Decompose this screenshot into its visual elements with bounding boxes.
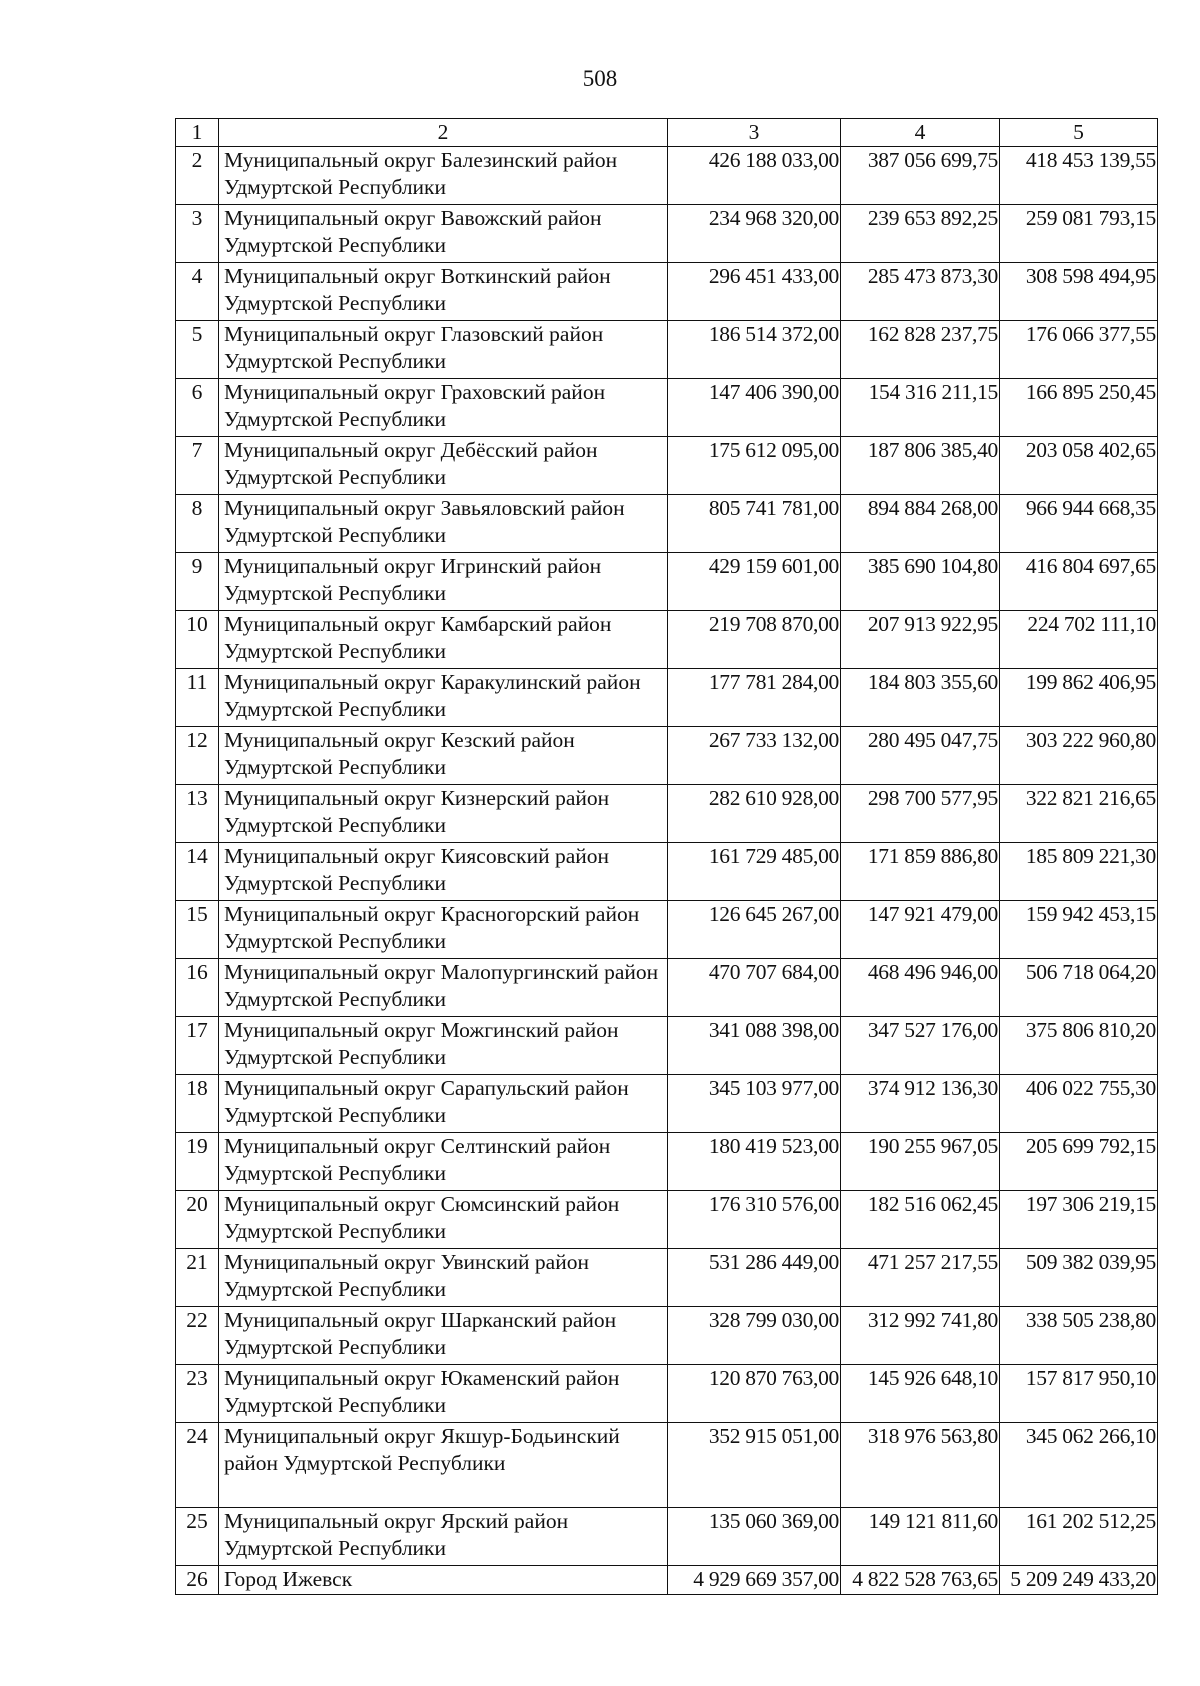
value-col-3: 352 915 051,00 <box>668 1423 841 1508</box>
value-col-4: 154 316 211,15 <box>841 379 1000 437</box>
row-number: 25 <box>176 1508 219 1566</box>
value-col-3: 234 968 320,00 <box>668 205 841 263</box>
municipality-name: Муниципальный округ Камбарский район Удмуртской Республики <box>219 611 668 669</box>
row-number: 11 <box>176 669 219 727</box>
value-col-3: 429 159 601,00 <box>668 553 841 611</box>
budget-table <box>175 118 1158 1595</box>
value-col-5: 345 062 266,10 <box>1000 1423 1158 1508</box>
municipality-name: Муниципальный округ Можгинский район Удмуртской Республики <box>219 1017 668 1075</box>
value-col-4: 385 690 104,80 <box>841 553 1000 611</box>
row-number: 15 <box>176 901 219 959</box>
row-number: 26 <box>176 1566 219 1595</box>
value-col-4: 387 056 699,75 <box>841 147 1000 205</box>
value-col-3: 328 799 030,00 <box>668 1307 841 1365</box>
row-number: 2 <box>176 147 219 205</box>
municipality-name: Муниципальный округ Дебёсский район Удмуртской Республики <box>219 437 668 495</box>
value-col-4: 207 913 922,95 <box>841 611 1000 669</box>
value-col-4: 190 255 967,05 <box>841 1133 1000 1191</box>
value-col-4: 298 700 577,95 <box>841 785 1000 843</box>
table-row <box>176 901 1158 959</box>
table-row <box>176 437 1158 495</box>
row-number: 5 <box>176 321 219 379</box>
municipality-name: Муниципальный округ Вавожский район Удмуртской Республики <box>219 205 668 263</box>
table-header <box>176 119 1158 147</box>
municipality-name: Муниципальный округ Каракулинский район Удмуртской Республики <box>219 669 668 727</box>
value-col-5: 166 895 250,45 <box>1000 379 1158 437</box>
municipality-name: Муниципальный округ Кезский район Удмуртской Республики <box>219 727 668 785</box>
row-number: 8 <box>176 495 219 553</box>
row-number: 17 <box>176 1017 219 1075</box>
value-col-3: 296 451 433,00 <box>668 263 841 321</box>
row-number: 3 <box>176 205 219 263</box>
header-row <box>176 119 1158 147</box>
row-number: 13 <box>176 785 219 843</box>
value-col-5: 203 058 402,65 <box>1000 437 1158 495</box>
value-col-3: 126 645 267,00 <box>668 901 841 959</box>
value-col-5: 506 718 064,20 <box>1000 959 1158 1017</box>
row-number: 14 <box>176 843 219 901</box>
table-row <box>176 785 1158 843</box>
value-col-4: 184 803 355,60 <box>841 669 1000 727</box>
municipality-name: Муниципальный округ Сюмсинский район Удмуртской Республики <box>219 1191 668 1249</box>
value-col-5: 224 702 111,10 <box>1000 611 1158 669</box>
value-col-5: 966 944 668,35 <box>1000 495 1158 553</box>
municipality-name: Муниципальный округ Глазовский район Удмуртской Республики <box>219 321 668 379</box>
table-row <box>176 669 1158 727</box>
municipality-name: Муниципальный округ Красногорский район Удмуртской Республики <box>219 901 668 959</box>
municipality-name: Муниципальный округ Сарапульский район Удмуртской Республики <box>219 1075 668 1133</box>
row-number: 22 <box>176 1307 219 1365</box>
value-col-4: 318 976 563,80 <box>841 1423 1000 1508</box>
value-col-3: 805 741 781,00 <box>668 495 841 553</box>
municipality-name: Муниципальный округ Селтинский район Удмуртской Республики <box>219 1133 668 1191</box>
municipality-name: Муниципальный округ Якшур-Бодьинский район Удмуртской Республики <box>219 1423 668 1508</box>
table-row <box>176 1508 1158 1566</box>
municipality-name: Муниципальный округ Шарканский район Удмуртской Республики <box>219 1307 668 1365</box>
value-col-4: 468 496 946,00 <box>841 959 1000 1017</box>
value-col-3: 177 781 284,00 <box>668 669 841 727</box>
value-col-5: 159 942 453,15 <box>1000 901 1158 959</box>
value-col-3: 219 708 870,00 <box>668 611 841 669</box>
value-col-3: 186 514 372,00 <box>668 321 841 379</box>
value-col-3: 531 286 449,00 <box>668 1249 841 1307</box>
municipality-name: Муниципальный округ Балезинский район Удмуртской Республики <box>219 147 668 205</box>
value-col-5: 418 453 139,55 <box>1000 147 1158 205</box>
municipality-name: Муниципальный округ Игринский район Удмуртской Республики <box>219 553 668 611</box>
header-col-4: 4 <box>841 119 1000 147</box>
value-col-4: 182 516 062,45 <box>841 1191 1000 1249</box>
value-col-4: 171 859 886,80 <box>841 843 1000 901</box>
row-number: 24 <box>176 1423 219 1508</box>
value-col-4: 149 121 811,60 <box>841 1508 1000 1566</box>
value-col-4: 239 653 892,25 <box>841 205 1000 263</box>
table-row <box>176 205 1158 263</box>
row-number: 20 <box>176 1191 219 1249</box>
value-col-3: 161 729 485,00 <box>668 843 841 901</box>
value-col-5: 406 022 755,30 <box>1000 1075 1158 1133</box>
value-col-5: 322 821 216,65 <box>1000 785 1158 843</box>
municipality-name: Муниципальный округ Юкаменский район Удмуртской Республики <box>219 1365 668 1423</box>
header-col-5: 5 <box>1000 119 1158 147</box>
table-row <box>176 263 1158 321</box>
table-row <box>176 1191 1158 1249</box>
table-row <box>176 321 1158 379</box>
value-col-5: 416 804 697,65 <box>1000 553 1158 611</box>
table-row <box>176 1017 1158 1075</box>
table-row <box>176 495 1158 553</box>
value-col-4: 312 992 741,80 <box>841 1307 1000 1365</box>
value-col-5: 197 306 219,15 <box>1000 1191 1158 1249</box>
header-col-3: 3 <box>668 119 841 147</box>
value-col-3: 176 310 576,00 <box>668 1191 841 1249</box>
value-col-3: 4 929 669 357,00 <box>668 1566 841 1595</box>
table-row <box>176 553 1158 611</box>
row-number: 23 <box>176 1365 219 1423</box>
row-number: 9 <box>176 553 219 611</box>
row-number: 12 <box>176 727 219 785</box>
value-col-5: 308 598 494,95 <box>1000 263 1158 321</box>
value-col-3: 267 733 132,00 <box>668 727 841 785</box>
row-number: 10 <box>176 611 219 669</box>
municipality-name: Муниципальный округ Ярский район Удмуртской Республики <box>219 1508 668 1566</box>
row-number: 4 <box>176 263 219 321</box>
value-col-4: 145 926 648,10 <box>841 1365 1000 1423</box>
value-col-5: 5 209 249 433,20 <box>1000 1566 1158 1595</box>
value-col-5: 205 699 792,15 <box>1000 1133 1158 1191</box>
table-row <box>176 1566 1158 1595</box>
table-row <box>176 1365 1158 1423</box>
value-col-3: 282 610 928,00 <box>668 785 841 843</box>
row-number: 18 <box>176 1075 219 1133</box>
value-col-4: 471 257 217,55 <box>841 1249 1000 1307</box>
municipality-name: Муниципальный округ Киясовский район Удмуртской Республики <box>219 843 668 901</box>
value-col-4: 347 527 176,00 <box>841 1017 1000 1075</box>
municipality-name: Муниципальный округ Граховский район Удмуртской Республики <box>219 379 668 437</box>
table-row <box>176 1133 1158 1191</box>
value-col-3: 470 707 684,00 <box>668 959 841 1017</box>
table-row <box>176 1307 1158 1365</box>
table-row <box>176 1075 1158 1133</box>
value-col-3: 175 612 095,00 <box>668 437 841 495</box>
value-col-4: 894 884 268,00 <box>841 495 1000 553</box>
row-number: 6 <box>176 379 219 437</box>
row-number: 21 <box>176 1249 219 1307</box>
value-col-3: 147 406 390,00 <box>668 379 841 437</box>
value-col-4: 4 822 528 763,65 <box>841 1566 1000 1595</box>
table-row <box>176 611 1158 669</box>
value-col-3: 120 870 763,00 <box>668 1365 841 1423</box>
header-col-1: 1 <box>176 119 219 147</box>
value-col-4: 280 495 047,75 <box>841 727 1000 785</box>
municipality-name: Муниципальный округ Кизнерский район Удмуртской Республики <box>219 785 668 843</box>
value-col-3: 345 103 977,00 <box>668 1075 841 1133</box>
value-col-5: 509 382 039,95 <box>1000 1249 1158 1307</box>
value-col-4: 162 828 237,75 <box>841 321 1000 379</box>
value-col-5: 185 809 221,30 <box>1000 843 1158 901</box>
municipality-name: Муниципальный округ Завьяловский район Удмуртской Республики <box>219 495 668 553</box>
value-col-4: 374 912 136,30 <box>841 1075 1000 1133</box>
value-col-3: 135 060 369,00 <box>668 1508 841 1566</box>
table-body <box>176 147 1158 1595</box>
value-col-3: 341 088 398,00 <box>668 1017 841 1075</box>
value-col-5: 259 081 793,15 <box>1000 205 1158 263</box>
table-row <box>176 727 1158 785</box>
municipality-name: Город Ижевск <box>219 1566 668 1595</box>
row-number: 7 <box>176 437 219 495</box>
value-col-3: 180 419 523,00 <box>668 1133 841 1191</box>
municipality-name: Муниципальный округ Малопургинский район Удмуртской Республики <box>219 959 668 1017</box>
row-number: 16 <box>176 959 219 1017</box>
table-row <box>176 379 1158 437</box>
row-number: 19 <box>176 1133 219 1191</box>
table-row <box>176 843 1158 901</box>
value-col-5: 375 806 810,20 <box>1000 1017 1158 1075</box>
table-row <box>176 959 1158 1017</box>
municipality-name: Муниципальный округ Воткинский район Удмуртской Республики <box>219 263 668 321</box>
value-col-5: 303 222 960,80 <box>1000 727 1158 785</box>
header-col-2: 2 <box>219 119 668 147</box>
value-col-4: 147 921 479,00 <box>841 901 1000 959</box>
value-col-5: 176 066 377,55 <box>1000 321 1158 379</box>
value-col-5: 199 862 406,95 <box>1000 669 1158 727</box>
municipality-name: Муниципальный округ Увинский район Удмуртской Республики <box>219 1249 668 1307</box>
value-col-4: 285 473 873,30 <box>841 263 1000 321</box>
value-col-5: 161 202 512,25 <box>1000 1508 1158 1566</box>
value-col-4: 187 806 385,40 <box>841 437 1000 495</box>
table-row <box>176 1423 1158 1508</box>
table-row <box>176 1249 1158 1307</box>
value-col-3: 426 188 033,00 <box>668 147 841 205</box>
value-col-5: 338 505 238,80 <box>1000 1307 1158 1365</box>
table-row <box>176 147 1158 205</box>
page-number: 508 <box>582 66 618 91</box>
value-col-5: 157 817 950,10 <box>1000 1365 1158 1423</box>
